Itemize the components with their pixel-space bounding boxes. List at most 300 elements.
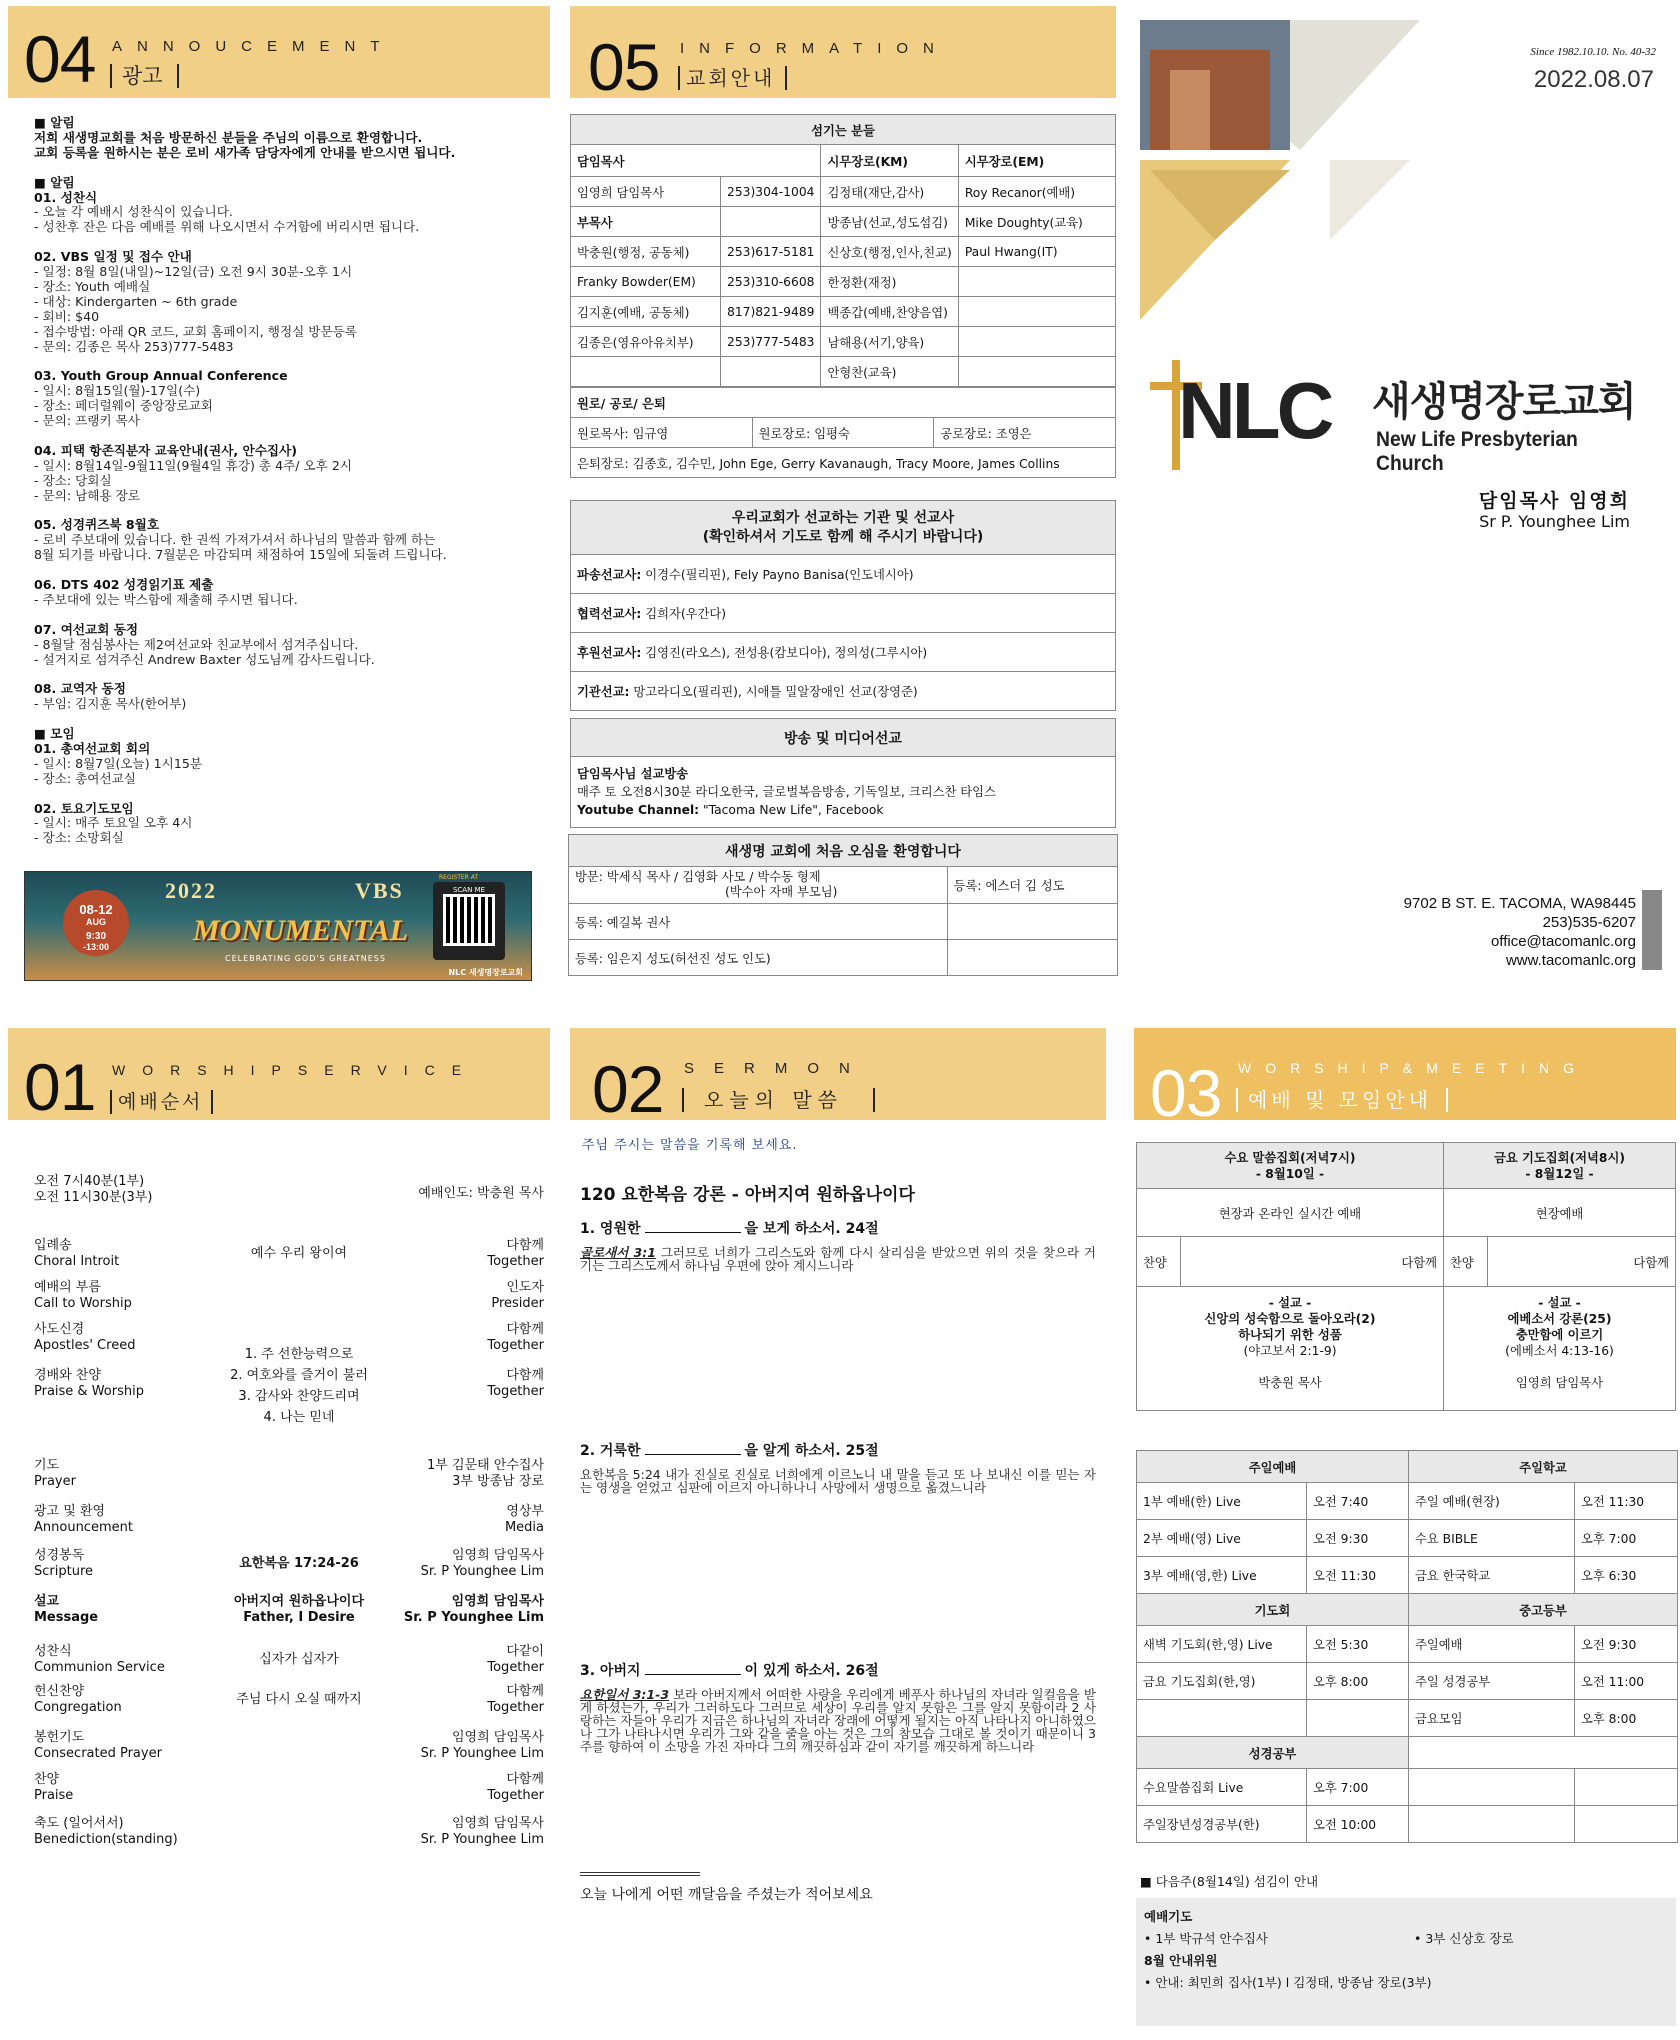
banner-subtitle: CELEBRATING GOD'S GREATNESS (225, 954, 386, 963)
worship-service-panel (0, 1020, 560, 2040)
next-week-box (1136, 1898, 1676, 2026)
item-leader-en: Together (487, 1788, 544, 1803)
item-leader (505, 1504, 544, 1536)
staff-title: 섬기는 분들 (571, 115, 1116, 145)
sermon-title: 120 요한복음 강론 - 아버지여 원하옵나이다 (580, 1185, 915, 1205)
item-label-en: Praise & Worship (34, 1384, 144, 1399)
schedule-cell (1575, 1769, 1678, 1806)
point-heading-end: 이 있게 하소서. 26절 (744, 1663, 879, 1679)
item-content-line: 4. 나는 믿네 (263, 1410, 335, 1425)
sermon-label: - 설교 - (1538, 1296, 1581, 1310)
mission-title-line1: 우리교회가 선교하는 기관 및 선교사 (731, 509, 955, 526)
announcement-line (34, 429, 544, 444)
mission-value: 김영진(라오스), 전성용(캄보디아), 정의성(그루시아) (641, 646, 928, 660)
item-label-en: Announcement (34, 1520, 133, 1535)
item-label-en: Choral Introit (34, 1254, 120, 1269)
schedule-cell: 금요 한국학교 (1409, 1557, 1575, 1594)
point-body (580, 1246, 1096, 1272)
worship-item (34, 1548, 544, 1590)
section-eng-title: SERMON (684, 1060, 870, 1077)
schedule-cell (1409, 1806, 1575, 1843)
welcome-visitor: 방문: 박세식 목사 / 김영화 사모 / 박수동 형제 (575, 870, 821, 884)
item-leader-en: Together (487, 1660, 544, 1675)
schedule-cell: 오후 8:00 (1575, 1700, 1678, 1737)
item-label-en: Congregation (34, 1700, 122, 1715)
schedule-cell: 오전 10:00 (1307, 1806, 1409, 1843)
pastor-en: Sr P. Younghee Lim (1479, 512, 1630, 531)
announcement-line: 06. DTS 402 성경읽기표 제출 (34, 577, 214, 592)
staff-cell (958, 267, 1115, 297)
address-bar (1642, 890, 1662, 970)
announcement-line: - 로비 주보대에 있습니다. 한 권씩 가져가셔서 하나님의 말씀과 함께 하는 (34, 532, 436, 548)
item-label (34, 1504, 133, 1536)
mission-title (571, 501, 1116, 555)
sermon-ref: (에베소서 4:13-16) (1505, 1344, 1614, 1358)
media-title: 방송 및 미디어선교 (571, 719, 1116, 757)
item-leader-kr: 임영희 담임목사 (451, 1594, 544, 1609)
empty-cell (1409, 1737, 1678, 1769)
fri-sermon (1444, 1287, 1676, 1411)
item-label (34, 1684, 122, 1716)
address-line: 9702 B ST. E. TACOMA, WA98445 (1403, 895, 1636, 912)
item-leader (487, 1368, 544, 1400)
col-head: 시무장로(EM) (958, 145, 1115, 177)
section-number: 04 (24, 22, 96, 96)
announcement-line: - 주보대에 있는 박스함에 제출해 주시면 됩니다. (34, 591, 298, 607)
schedule-cell: 주일 성경공부 (1409, 1663, 1575, 1700)
banner-date-badge (63, 890, 129, 956)
section-kor-title: 예배순서 (110, 1090, 213, 1114)
elders-head: 원로/ 공로/ 은퇴 (571, 388, 1116, 418)
item-content-line: 3. 감사와 찬양드리며 (238, 1389, 360, 1404)
item-label (34, 1548, 93, 1580)
cover-panel (1120, 0, 1680, 1010)
schedule-cell (1409, 1769, 1575, 1806)
church-logo (1150, 360, 1670, 475)
schedule-cell: 오전 9:30 (1575, 1626, 1678, 1663)
sermon-point (580, 1660, 1096, 1753)
fill-blank[interactable] (645, 1663, 741, 1675)
item-content-line: 2. 여호와를 즐거이 불러 (230, 1368, 368, 1383)
item-leader-kr: 다함께 (506, 1322, 544, 1337)
banner-date: 08-12 (79, 902, 113, 917)
bulletin-date: 2022.08.07 (1533, 66, 1654, 93)
item-label-kr: 예배의 부름 (34, 1280, 101, 1295)
item-label (34, 1368, 144, 1400)
item-leader (487, 1644, 544, 1676)
item-leader (404, 1594, 544, 1626)
worship-item (34, 1594, 544, 1636)
schedule-cell: 주일장년성경공부(한) (1137, 1806, 1307, 1843)
worship-item (34, 1280, 544, 1322)
staff-cell (958, 357, 1115, 387)
item-leader-en: Sr. P Younghee Lim (420, 1832, 544, 1847)
schedule-cell: 오전 7:40 (1307, 1483, 1409, 1520)
announcement-line: - 설거지로 섬겨주신 Andrew Baxter 성도님께 감사드립니다. (34, 651, 375, 667)
scan-label: SCAN ME (452, 886, 486, 894)
point-body (580, 1468, 1096, 1494)
schedule-cell: 3부 예배(영,한) Live (1137, 1557, 1307, 1594)
announcement-line (34, 563, 544, 578)
point-heading-start: 3. 아버지 (580, 1663, 641, 1679)
guide-label: 8월 안내위원 (1144, 1953, 1218, 1968)
item-leader (487, 1772, 544, 1804)
announcement-line: - 회비: $40 (34, 308, 100, 324)
welcome-cell: 등록: 임은지 성도(허선진 성도 인도) (569, 940, 948, 976)
logo-letters: NLC (1178, 366, 1331, 455)
elders-table (570, 387, 1116, 478)
item-label (34, 1322, 135, 1354)
banner-logo: NLC 새생명장로교회 (448, 968, 523, 977)
announcement-line: 8월 되기를 바랍니다. 7월분은 마감되며 채점하여 15일에 되돌려 드립니다. (34, 547, 447, 563)
prayer-3: • 3부 신상호 장로 (1414, 1931, 1514, 1946)
col-head: 시무장로(KM) (821, 145, 958, 177)
school-head: 주일학교 (1409, 1451, 1678, 1483)
qr-code[interactable] (433, 882, 505, 960)
worship-item (34, 1458, 544, 1500)
staff-cell: 김지훈(예배, 공동체) (571, 297, 721, 327)
youtube-key: Youtube Channel: (577, 803, 700, 817)
banner-title: MONUMENTAL (193, 914, 409, 947)
item-label (34, 1644, 165, 1676)
schedule-cell: 오후 7:00 (1575, 1520, 1678, 1557)
item-label-kr: 경배와 찬양 (34, 1368, 101, 1383)
schedule-cell: 오전 11:30 (1575, 1483, 1678, 1520)
announcement-line (34, 504, 544, 519)
item-leader-kr: 영상부 (506, 1504, 544, 1519)
schedule-cell: 오전 5:30 (1307, 1626, 1409, 1663)
church-name-en: New Life Presbyterian Church (1376, 428, 1578, 475)
mission-value: 김희자(우간다) (641, 607, 727, 621)
item-label (34, 1594, 98, 1626)
item-content-line: 1. 주 선한능력으로 (244, 1347, 354, 1362)
section-eng-title: WORSHIP&MEETING (1238, 1060, 1589, 1076)
mission-key: 파송선교사: (577, 568, 642, 582)
welcome-visitor-note: (박수아 자매 부모님) (725, 885, 838, 899)
wed-sermon (1137, 1287, 1444, 1411)
mission-value: 망고라디오(필리핀), 시애틀 밀알장애인 선교(장영준) (629, 685, 918, 699)
item-content-line: 예수 우리 왕이여 (250, 1246, 348, 1261)
item-leader-kr: 1부 김문태 안수집사 (427, 1458, 544, 1473)
worship-item (34, 1347, 544, 1425)
item-label (34, 1238, 119, 1270)
elder-cell: 원로장로: 임평숙 (752, 418, 934, 448)
item-leader-en: Together (487, 1384, 544, 1399)
item-content-line: Father, I Desire (243, 1610, 355, 1625)
point-heading-start: 1. 영원한 (580, 1221, 641, 1237)
staff-cell: 253)304-1004 (721, 177, 821, 207)
item-leader-en: Together (487, 1254, 544, 1269)
wed-mode: 현장과 온라인 실시간 예배 (1137, 1189, 1444, 1237)
announcement-line: ■ 알림 (34, 174, 75, 190)
media-box (570, 718, 1116, 828)
study-head: 성경공부 (1137, 1737, 1409, 1769)
staff-cell: 김종은(영유아유치부) (571, 327, 721, 357)
announcement-line: - 일시: 8월7일(오늘) 1시15분 (34, 755, 203, 771)
item-leader-en: Together (487, 1700, 544, 1715)
sermon-preacher: 임영희 담임목사 (1515, 1376, 1604, 1390)
staff-cell: 방종남(선교,성도섬김) (821, 207, 958, 237)
pastor-kr: 담임목사 임영희 (1478, 490, 1630, 512)
announcement-line: - 장소: 페더럴웨이 중앙장로교회 (34, 398, 213, 414)
item-label (34, 1816, 178, 1848)
point-heading-start: 2. 거룩한 (580, 1443, 641, 1459)
guide-line: • 안내: 최민희 집사(1부) l 김정태, 방종남 장로(3부) (1144, 1975, 1432, 1990)
website-line[interactable]: www.tacomanlc.org (1505, 952, 1636, 969)
item-content (184, 1594, 414, 1626)
announcement-list (34, 116, 544, 846)
church-name-kr: 새생명장로교회 (1372, 379, 1636, 425)
prayer-head: 기도회 (1137, 1594, 1409, 1626)
staff-cell: 임영희 담임목사 (571, 177, 721, 207)
qr-icon (446, 897, 492, 943)
banner-register: REGISTER AT (439, 874, 479, 881)
sermon-intro: 주님 주시는 말씀을 기록해 보세요. (582, 1138, 798, 1153)
media-line: 매주 토 오전8시30분 라디오한국, 글로벌복음방송, 기독일보, 크리스찬 타임스 (577, 785, 996, 799)
announcement-line: - 장소: Youth 예배실 (34, 278, 151, 294)
announcement-line: - 장소: 소망회실 (34, 830, 124, 846)
youth-head: 중고등부 (1409, 1594, 1678, 1626)
staff-cell (571, 357, 721, 387)
item-label-kr: 성경봉독 (34, 1548, 85, 1563)
announcement-line (34, 712, 544, 727)
announcement-panel (0, 0, 560, 1010)
item-label-en: Scripture (34, 1564, 94, 1579)
staff-cell (958, 327, 1115, 357)
schedule-cell (1575, 1806, 1678, 1843)
fri-mode: 현장예배 (1444, 1189, 1676, 1237)
staff-cell: 안형찬(교육) (821, 357, 958, 387)
item-leader-kr: 임영희 담임목사 (451, 1730, 544, 1745)
scripture-text: 그러므로 너희가 그리스도와 함께 다시 살리심을 받았으면 위의 것을 찾으라 거기는 그리스도께서 하나님 우편에 앉아 계시느니라 (580, 1245, 1097, 1273)
schedule-cell: 금요모임 (1409, 1700, 1575, 1737)
item-label-en: Apostles' Creed (34, 1338, 136, 1353)
item-leader-kr: 다함께 (506, 1238, 544, 1253)
staff-cell: 253)777-5483 (721, 327, 821, 357)
sermon-point (580, 1440, 1096, 1494)
welcome-cell: 등록: 예길복 권사 (569, 904, 948, 940)
staff-table-wrap (570, 114, 1116, 478)
item-content (184, 1692, 414, 1708)
staff-cell: 817)821-9489 (721, 297, 821, 327)
schedule-cell: 2부 예배(영) Live (1137, 1520, 1307, 1557)
staff-cell: 부목사 (571, 207, 721, 237)
schedule-cell (1307, 1700, 1409, 1737)
announcement-line: 01. 총여선교회 회의 (34, 740, 151, 756)
section-header (570, 1028, 1106, 1126)
section-eng-title: INFORMATION (680, 40, 949, 57)
wed-title (1137, 1143, 1444, 1189)
sermon-line: 에베소서 강론(25) (1507, 1312, 1612, 1326)
staff-cell: Mike Doughty(교육) (958, 207, 1115, 237)
retired-elders: 은퇴장로: 김종호, 김수민, John Ege, Gerry Kavanaugh, Tracy Moore, James Collins (571, 448, 1116, 478)
announcement-line: - 장소: 당회실 (34, 472, 112, 488)
point-heading (580, 1660, 1096, 1680)
item-leader (487, 1684, 544, 1716)
section-number: 03 (1150, 1056, 1222, 1130)
prayer-row (1144, 1928, 1668, 1950)
announcement-line: 02. VBS 일정 및 접수 안내 (34, 249, 192, 265)
email-line[interactable]: office@tacomanlc.org (1490, 933, 1636, 950)
fri-date: - 8월12일 - (1525, 1166, 1594, 1181)
scripture-text: 보라 아버지께서 어떠한 사랑을 우리에게 베푸사 하나님의 자녀라 일컬음을 받게 하셨는가, 우리가 그러하도다 그러므로 세상이 우리를 알지 못함은 그를 알지 못함이라 2 사랑하는 자들아 우리가 지금은 하나님의 자녀라 장래에 어떻게 될지는 아직 나타나지 아니하였으나 그가 나타나시면 우리가 그와 같을 줄을 아는 것은 그의 참모습 그대로 볼 것이기 때문이니 3 주를 향하여 이 소망을 가진 자마다 그의 깨끗하심과 같이 자기를 깨끗하게 하느니라 (580, 1687, 1096, 1754)
schedule-cell: 오전 11:30 (1307, 1557, 1409, 1594)
fri-praise-label: 찬양 (1444, 1237, 1488, 1287)
schedule-cell: 오후 7:00 (1307, 1769, 1409, 1806)
section-header (8, 1028, 550, 1124)
mission-key: 후원선교사: (577, 646, 642, 660)
item-label-en: Prayer (34, 1474, 76, 1489)
welcome-cell: 등록: 에스더 김 성도 (947, 867, 1117, 904)
address-block (1404, 894, 1636, 970)
next-week-title: ■ 다음주(8월14일) 섬김이 안내 (1140, 1874, 1319, 1889)
staff-cell (958, 297, 1115, 327)
section-eng-title: ANNOUCEMENT (112, 38, 395, 55)
announcement-line: - 일시: 8월15일(월)-17일(수) (34, 383, 201, 399)
announcement-line: - 8월달 점심봉사는 제2여선교와 친교부에서 섬겨주십니다. (34, 636, 359, 652)
item-content-line: 십자가 십자가 (259, 1652, 339, 1667)
point-heading (580, 1218, 1096, 1238)
cover-geometric-art (1140, 10, 1470, 330)
staff-cell: 한정환(재정) (821, 267, 958, 297)
announcement-line: - 문의: 김종은 목사 253)777-5483 (34, 338, 234, 354)
item-content (184, 1556, 414, 1572)
item-label-kr: 입례송 (34, 1238, 72, 1253)
welcome-title: 새생명 교회에 처음 오심을 환영합니다 (569, 835, 1118, 867)
item-leader-kr: 다함께 (506, 1368, 544, 1383)
mission-row (571, 555, 1116, 594)
announcement-line: 교회 등록을 원하시는 분은 로비 새가족 담당자에게 안내를 받으시면 됩니다. (34, 144, 456, 160)
item-label (34, 1730, 162, 1762)
staff-cell: Franky Bowder(EM) (571, 267, 721, 297)
schedule-cell: 주일 예배(현장) (1409, 1483, 1575, 1520)
service-time: 오전 7시40분(1부) (34, 1174, 145, 1189)
announcement-line: - 장소: 총여선교실 (34, 770, 136, 786)
item-leader-kr: 다같이 (506, 1644, 544, 1659)
announcement-line: 03. Youth Group Annual Conference (34, 368, 288, 384)
section-header (1134, 1028, 1676, 1130)
schedule-cell: 오전 11:00 (1575, 1663, 1678, 1700)
item-content (184, 1344, 414, 1428)
schedule-cell: 수요말씀집회 Live (1137, 1769, 1307, 1806)
welcome-box (568, 834, 1118, 976)
banner-time: 9:30 (85, 931, 106, 942)
worship-item (34, 1238, 544, 1280)
announcement-line: - 접수방법: 아래 QR 코드, 교회 홈페이지, 행정실 방문등록 (34, 323, 357, 339)
midweek-table (1136, 1142, 1676, 1411)
staff-cell: Roy Recanor(예배) (958, 177, 1115, 207)
item-leader-en: Media (504, 1520, 544, 1535)
schedule-cell: 수요 BIBLE (1409, 1520, 1575, 1557)
staff-cell: 박충원(행정, 공동체) (571, 237, 721, 267)
mission-title-line2: (확인하셔서 기도로 함께 해 주시기 바랍니다) (702, 528, 984, 545)
worship-item (34, 1644, 544, 1686)
item-label-kr: 성찬식 (34, 1644, 72, 1659)
sermon-line: 충만함에 이르기 (1515, 1328, 1604, 1342)
announcement-line: ■ 모임 (34, 726, 75, 742)
item-label-en: Call to Worship (34, 1296, 132, 1311)
mission-row (571, 633, 1116, 672)
schedule-table (1136, 1450, 1678, 1843)
item-leader (421, 1548, 544, 1580)
item-label (34, 1772, 73, 1804)
item-leader-en: Sr. P Younghee Lim (403, 1610, 544, 1625)
section-kor-title: 예배 및 모임안내 (1236, 1088, 1448, 1112)
announcement-line: 저희 새생명교회를 처음 방문하신 분들을 주님의 이름으로 환영합니다. (34, 129, 423, 145)
prayer-label: 예배기도 (1144, 1909, 1193, 1924)
sermon-line: 신앙의 성숙함으로 돌아오라(2) (1204, 1312, 1376, 1326)
reflect-prompt: 오늘 나에게 어떤 깨달음을 주셨는가 적어보세요 (580, 1887, 873, 1903)
schedule-cell: 오전 9:30 (1307, 1520, 1409, 1557)
col-head: 담임목사 (571, 145, 821, 177)
section-kor-title: 교회안내 (678, 66, 787, 90)
worship-item (34, 1684, 544, 1726)
worship-item (34, 1730, 544, 1772)
item-label-kr: 기도 (34, 1458, 60, 1473)
announcement-line: 04. 피택 항존직분자 교육안내(권사, 안수집사) (34, 442, 297, 458)
announcement-line: 01. 성찬식 (34, 189, 98, 205)
mission-value: 이경수(필리핀), Fely Payno Banisa(인도네시아) (641, 568, 914, 582)
mission-row (571, 594, 1116, 633)
item-label (34, 1280, 132, 1312)
staff-cell: 253)310-6608 (721, 267, 821, 297)
item-leader-en: 3부 방종남 장로 (452, 1474, 544, 1489)
item-label-en: Praise (34, 1788, 74, 1803)
item-leader (427, 1458, 544, 1490)
sermon-preacher: 박충원 목사 (1258, 1376, 1322, 1390)
item-leader-kr: 임영희 담임목사 (451, 1548, 544, 1563)
vbs-banner[interactable] (24, 871, 532, 981)
announcement-line: - 일시: 매주 토요일 오후 4시 (34, 815, 193, 831)
welcome-cell (569, 867, 948, 904)
phone-line: 253)535-6207 (1542, 914, 1636, 931)
media-line (577, 801, 1109, 819)
staff-cell (721, 357, 821, 387)
point-heading-end: 을 보게 하소서. 24절 (744, 1221, 879, 1237)
announcement-line (34, 787, 544, 802)
item-label-kr: 봉헌기도 (34, 1730, 85, 1745)
banner-year: 2022 (165, 878, 217, 903)
item-label-kr: 사도신경 (34, 1322, 85, 1337)
staff-table (570, 114, 1116, 387)
announcement-line: - 부임: 김지훈 목사(한어부) (34, 696, 187, 712)
prayer-1: • 1부 박규석 안수집사 (1144, 1931, 1268, 1946)
point-heading (580, 1440, 1096, 1460)
service-leader: 예배인도: 박충원 목사 (418, 1186, 544, 1201)
announcement-line (34, 354, 544, 369)
fill-blank[interactable] (645, 1443, 741, 1455)
announcement-line: - 성찬후 잔은 다음 예배를 위해 나오시면서 수거함에 버리시면 됩니다. (34, 219, 420, 235)
item-label-kr: 축도 (일어서서) (34, 1816, 124, 1831)
sermon-ref: (야고보서 2:1-9) (1243, 1344, 1337, 1358)
item-label-en: Message (34, 1610, 99, 1625)
item-leader-en: Presider (491, 1296, 544, 1311)
item-label-kr: 헌신찬양 (34, 1684, 85, 1699)
staff-cell: 김정태(재단,감사) (821, 177, 958, 207)
section-number: 01 (24, 1050, 96, 1124)
youtube-value: "Tacoma New Life", Facebook (699, 803, 884, 817)
staff-cell: 백종갑(예배,찬양음엽) (821, 297, 958, 327)
staff-cell: 신상호(행정,인사,친교) (821, 237, 958, 267)
worship-item (34, 1816, 544, 1858)
wed-praise-label: 찬양 (1137, 1237, 1181, 1287)
fill-blank[interactable] (645, 1221, 741, 1233)
announcement-line: - 일시: 8월14일-9월11일(9월4일 휴강) 총 4주/ 오후 2시 (34, 457, 353, 473)
schedule-cell: 새벽 기도회(한,영) Live (1137, 1626, 1307, 1663)
wed-title-line: 수요 말씀집회(저녁7시) (1224, 1150, 1356, 1165)
item-label (34, 1458, 76, 1490)
mission-key: 협력선교사: (577, 607, 642, 621)
